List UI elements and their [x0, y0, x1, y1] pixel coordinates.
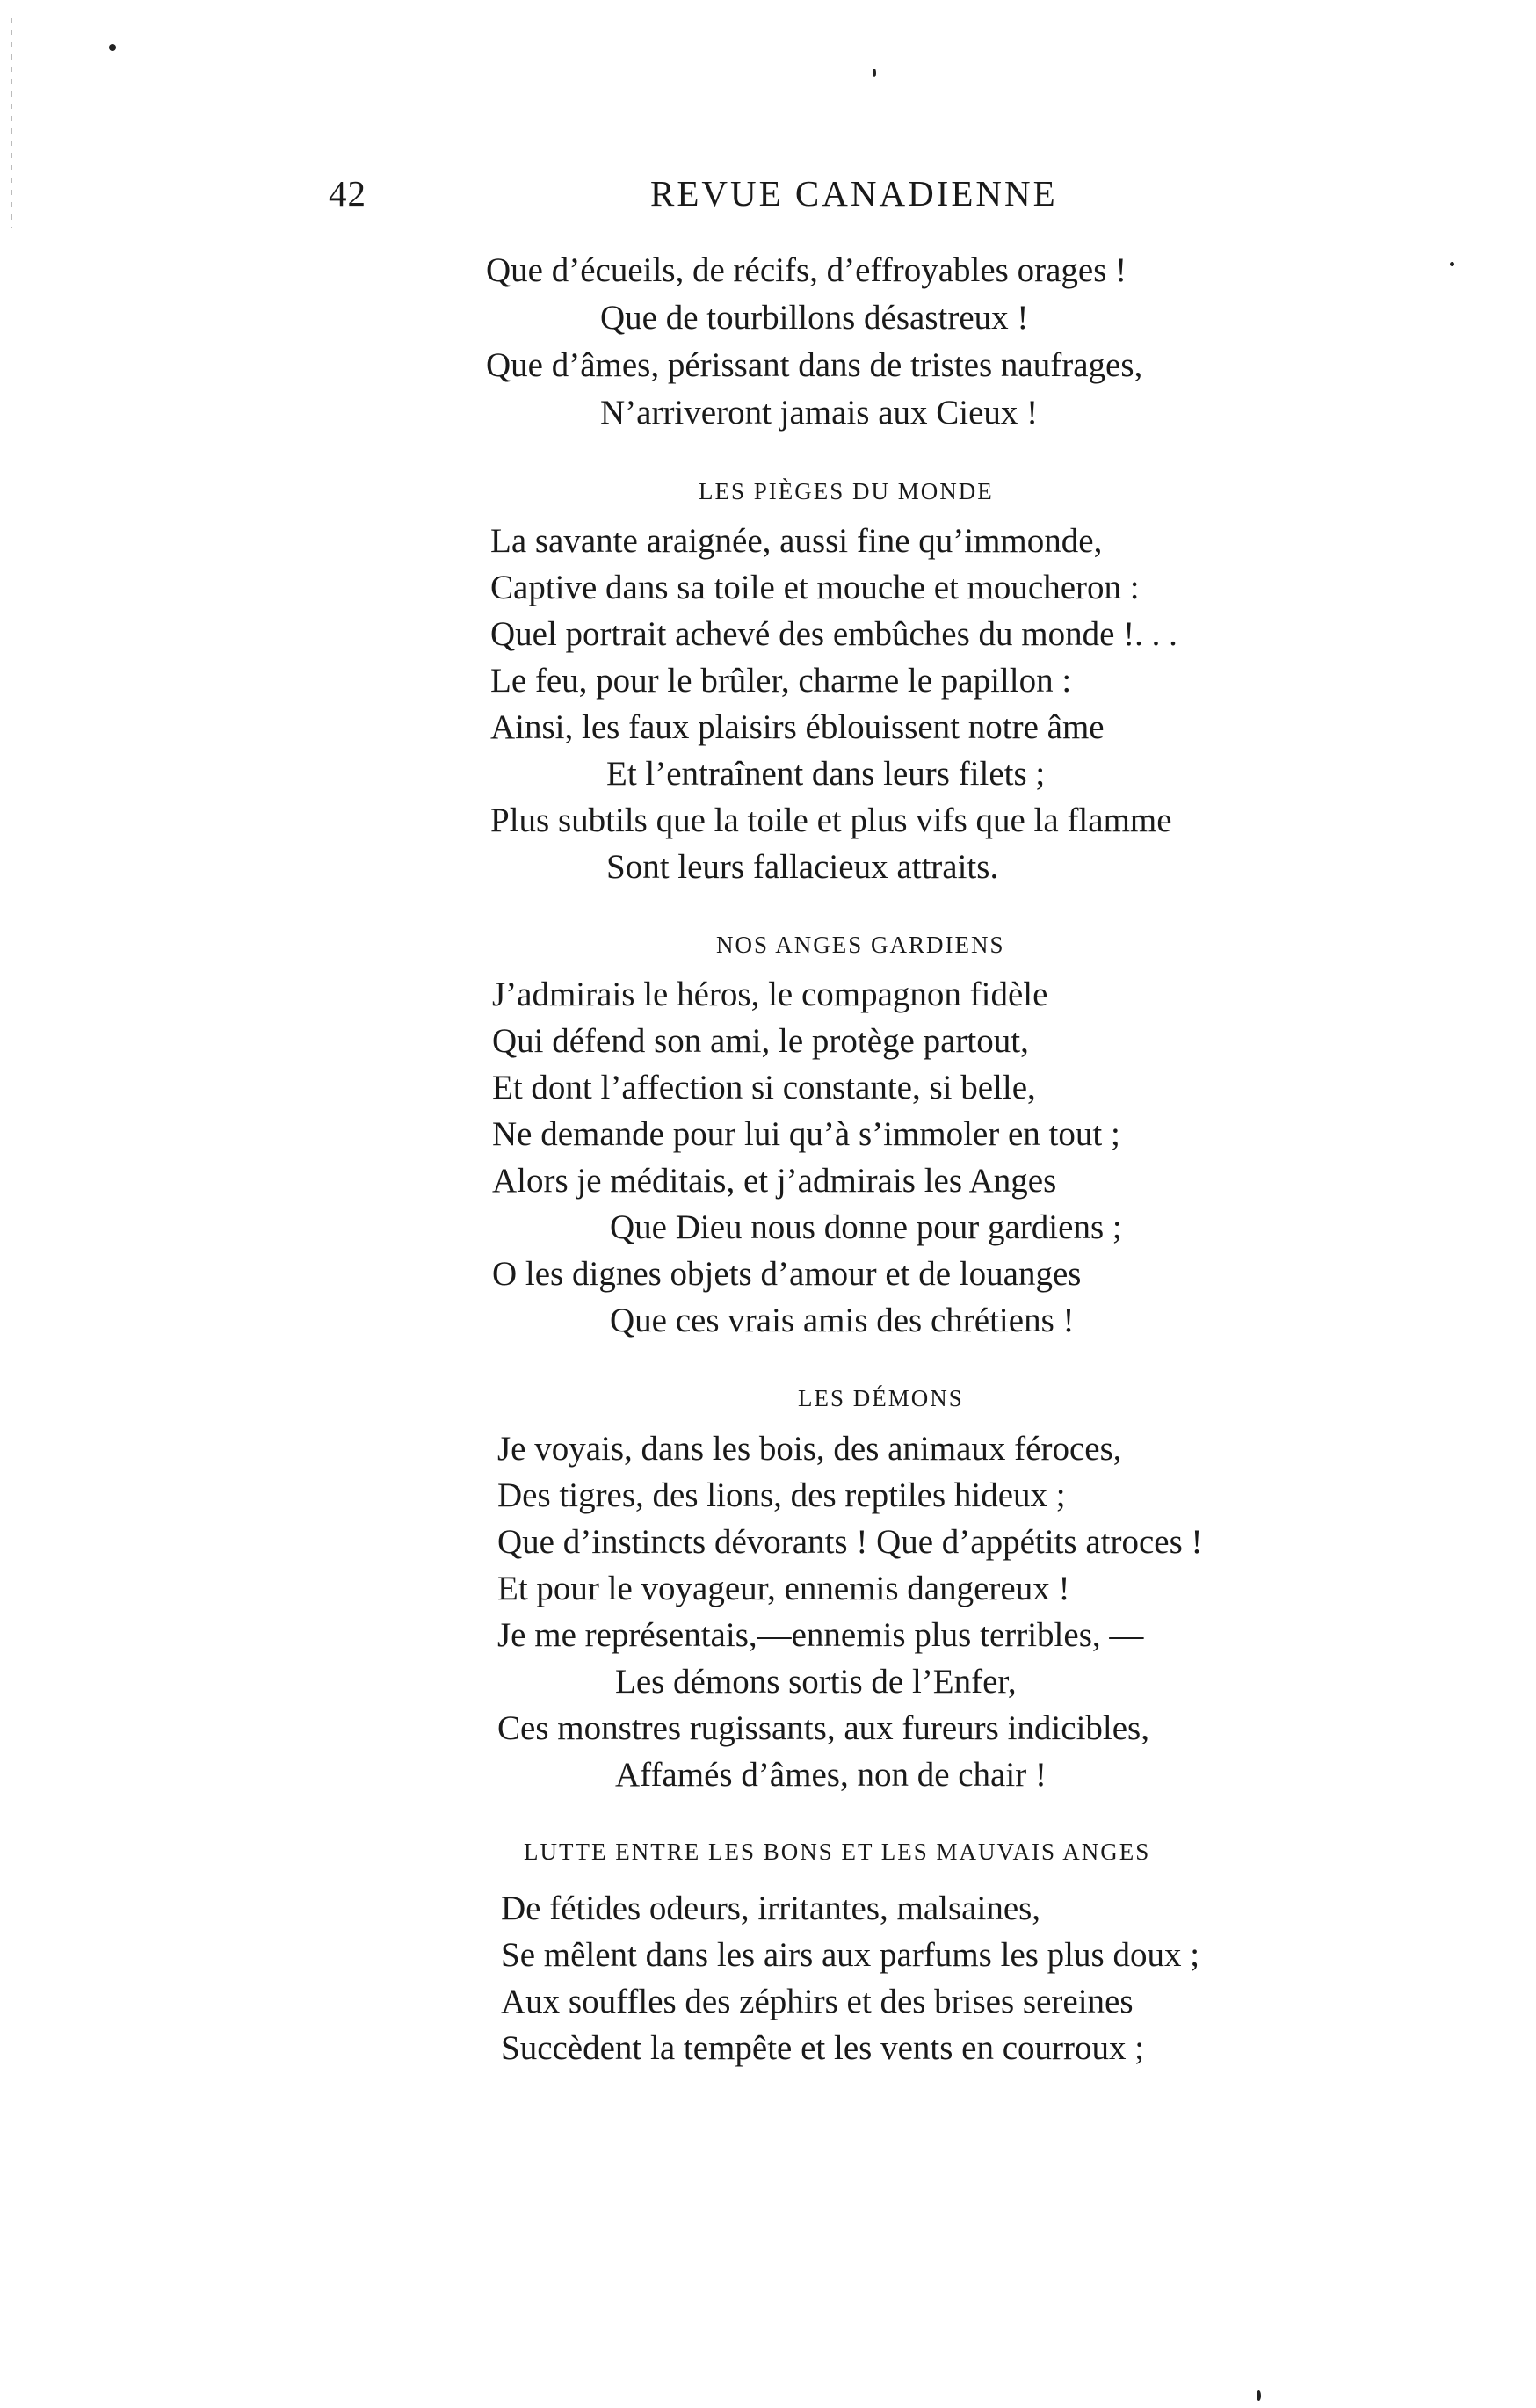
page-number: 42 [329, 173, 366, 214]
poem-line: Que d’âmes, périssant dans de tristes naufrages, [486, 346, 1143, 384]
poem-line: Ne demande pour lui qu’à s’immoler en tout ; [492, 1115, 1120, 1153]
poem-line: Qui défend son ami, le protège partout, [492, 1022, 1029, 1060]
poem-line: Le feu, pour le brûler, charme le papillon : [490, 662, 1072, 700]
poem-line: Des tigres, des lions, des reptiles hideux ; [497, 1476, 1066, 1514]
poem-line: Succèdent la tempête et les vents en courroux ; [501, 2029, 1145, 2067]
poem-line: Captive dans sa toile et mouche et moucheron : [490, 569, 1140, 606]
poem-line: Quel portrait achevé des embûches du monde !. . . [490, 615, 1177, 653]
poem-line: La savante araignée, aussi fine qu’immonde, [490, 522, 1103, 560]
poem-line: J’admirais le héros, le compagnon fidèle [492, 976, 1048, 1013]
poem-line: Ainsi, les faux plaisirs éblouissent notre âme [490, 708, 1105, 746]
poem-line: Que d’écueils, de récifs, d’effroyables orages ! [486, 251, 1127, 289]
poem-line: Plus subtils que la toile et plus vifs que la flamme [490, 801, 1172, 839]
poem-line: Alors je méditais, et j’admirais les Anges [492, 1162, 1057, 1200]
running-title: REVUE CANADIENNE [650, 173, 1058, 214]
section-heading: LES DÉMONS [798, 1385, 964, 1411]
poem-line: Ces monstres rugissants, aux fureurs indicibles, [497, 1709, 1149, 1747]
poem-line: Que d’instincts dévorants ! Que d’appétits atroces ! [497, 1523, 1203, 1561]
poem-line: Se mêlent dans les airs aux parfums les plus doux ; [501, 1936, 1200, 1974]
ink-speck [1450, 262, 1454, 266]
poem-line: Affamés d’âmes, non de chair ! [615, 1756, 1047, 1794]
poem-line: Et pour le voyageur, ennemis dangereux ! [497, 1570, 1070, 1607]
ink-speck [873, 69, 876, 77]
section-heading: NOS ANGES GARDIENS [716, 932, 1005, 958]
poem-line: Que ces vrais amis des chrétiens ! [610, 1302, 1075, 1339]
section-heading: LUTTE ENTRE LES BONS ET LES MAUVAIS ANGES [524, 1839, 1151, 1865]
poem-line: Et l’entraînent dans leurs filets ; [606, 755, 1046, 793]
ink-speck [109, 44, 116, 51]
poem-line: N’arriveront jamais aux Cieux ! [600, 394, 1039, 432]
poem-line: Sont leurs fallacieux attraits. [606, 848, 999, 886]
poem-line: Aux souffles des zéphirs et des brises sereines [501, 1983, 1134, 2020]
section-heading: LES PIÈGES DU MONDE [699, 478, 994, 504]
poem-line: Que Dieu nous donne pour gardiens ; [610, 1208, 1122, 1246]
poem-line: Les démons sortis de l’Enfer, [615, 1663, 1017, 1701]
poem-line: Je voyais, dans les bois, des animaux féroces, [497, 1430, 1122, 1468]
ink-speck [1257, 2390, 1261, 2401]
poem-line: O les dignes objets d’amour et de louanges [492, 1255, 1082, 1293]
poem-line: Je me représentais,—ennemis plus terribles, — [497, 1616, 1144, 1654]
poem-line: Que de tourbillons désastreux ! [600, 299, 1029, 337]
page-header [0, 172, 1536, 225]
poem-line: Et dont l’affection si constante, si belle, [492, 1069, 1036, 1106]
poem-line: De fétides odeurs, irritantes, malsaines, [501, 1889, 1041, 1927]
